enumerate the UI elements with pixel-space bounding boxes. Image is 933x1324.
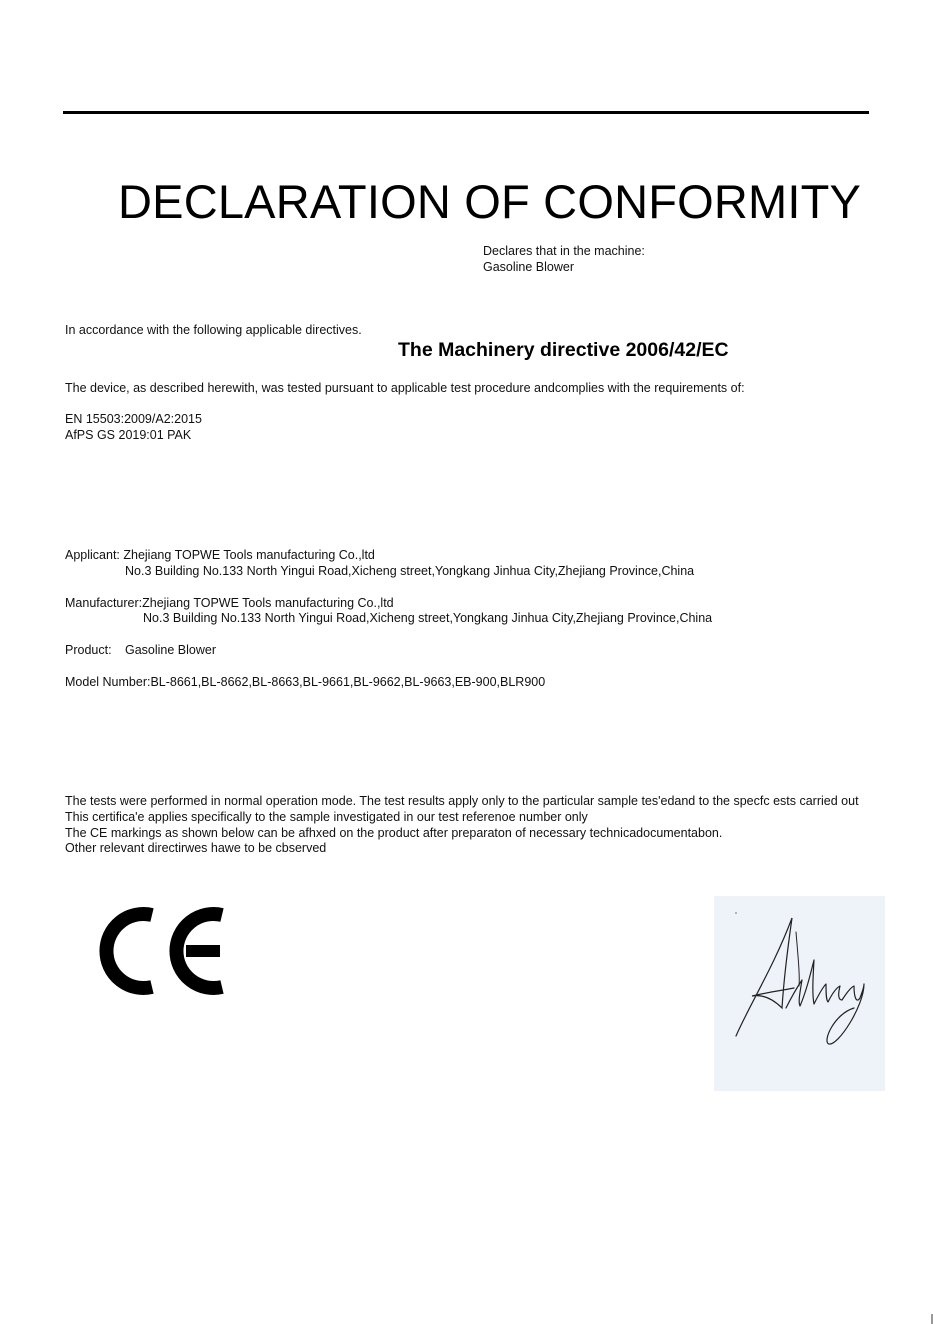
applicant-address: No.3 Building No.133 North Yingui Road,Xicheng street,Yongkang Jinhua City,Zhejiang Province,China	[125, 564, 695, 578]
machine-name: Gasoline Blower	[483, 260, 575, 274]
standard-item: EN 15503:2009/A2:2015	[65, 412, 202, 426]
header-rule	[63, 111, 869, 114]
directive-title: The Machinery directive 2006/42/EC	[398, 339, 729, 361]
note-line: Other relevant directirwes hawe to be cbserved	[65, 841, 327, 855]
document-title: DECLARATION OF CONFORMITY	[118, 175, 862, 228]
applicant-name: Applicant: Zhejiang TOPWE Tools manufacturing Co.,ltd	[65, 548, 375, 562]
declares-line: Declares that in the machine:	[483, 244, 645, 258]
standard-item: AfPS GS 2019:01 PAK	[65, 428, 192, 442]
note-line: The tests were performed in normal operation mode. The test results apply only to the particular sample tes'edand to the specfc ests carried out	[65, 794, 859, 808]
device-statement: The device, as described herewith, was tested pursuant to applicable test procedure andcomplies with the requirements of:	[65, 381, 745, 395]
ce-mark-icon	[86, 906, 226, 996]
note-line: The CE markings as shown below can be afhxed on the product after preparaton of necessary technicadocumentabon.	[65, 826, 723, 840]
signature-image	[714, 896, 885, 1091]
product-label: Product:	[65, 643, 112, 657]
product-value: Gasoline Blower	[125, 643, 217, 657]
note-line: This certifica'e applies specifically to the sample investigated in our test referenoe number only	[65, 810, 588, 824]
manufacturer-address: No.3 Building No.133 North Yingui Road,Xicheng street,Yongkang Jinhua City,Zhejiang Province,China	[143, 611, 713, 625]
model-number: Model Number:BL-8661,BL-8662,BL-8663,BL-9661,BL-9662,BL-9663,EB-900,BLR900	[65, 675, 546, 689]
manufacturer-name: Manufacturer:Zhejiang TOPWE Tools manufacturing Co.,ltd	[65, 596, 394, 610]
signature-icon	[714, 896, 885, 1091]
directives-intro: In accordance with the following applicable directives.	[65, 323, 362, 337]
